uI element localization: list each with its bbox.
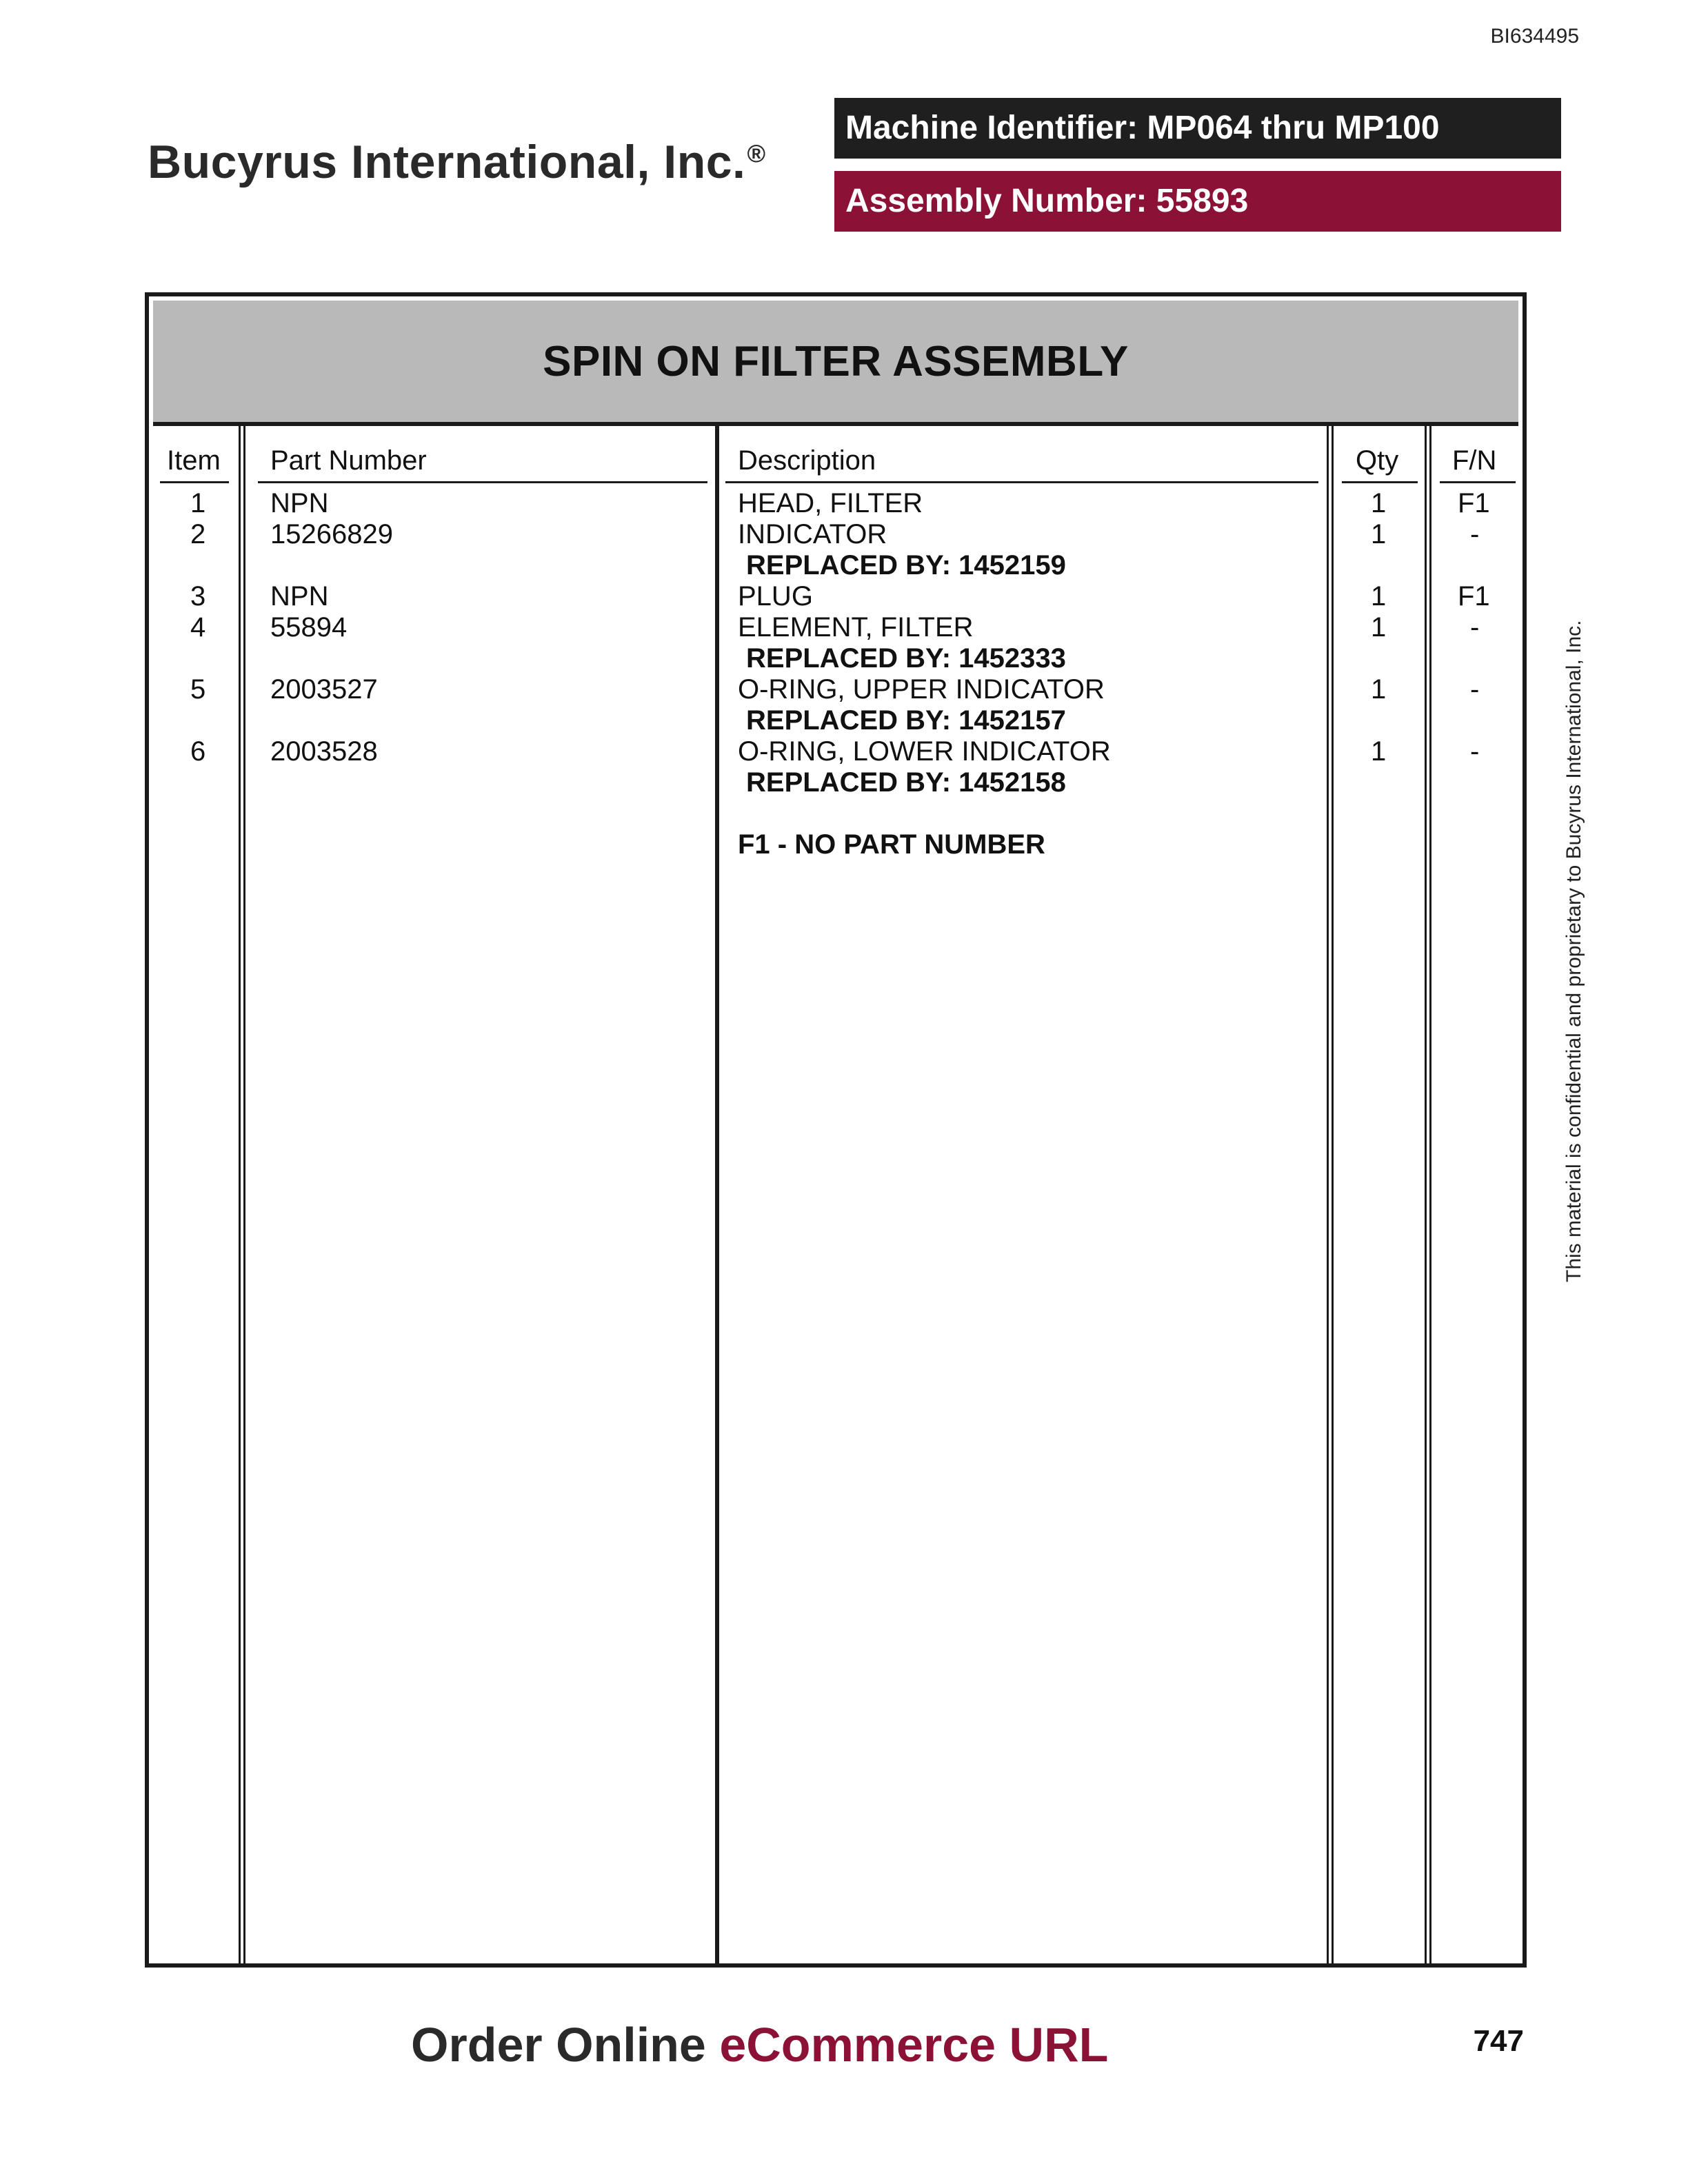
- cell-part-number: 2003528: [270, 736, 378, 767]
- header-rule: [725, 481, 1318, 483]
- table-title: SPIN ON FILTER ASSEMBLY: [543, 337, 1129, 385]
- cell-fn: -: [1470, 612, 1480, 643]
- header-rule: [160, 481, 229, 483]
- cell-replaced-by: REPLACED BY: 1452333: [746, 643, 1066, 674]
- cell-fn: -: [1470, 736, 1480, 767]
- machine-identifier-banner: Machine Identifier: MP064 thru MP100: [834, 98, 1561, 159]
- column-divider: [1425, 426, 1431, 1963]
- column-divider: [715, 426, 719, 1963]
- cell-description: INDICATOR: [738, 519, 887, 549]
- cell-item: 2: [190, 519, 206, 549]
- link-text-order-online: Order Online: [411, 2018, 706, 2072]
- header-part-number: Part Number: [270, 445, 427, 476]
- cell-qty: 1: [1371, 612, 1387, 643]
- confidentiality-notice: This material is confidential and proprietary to Bucyrus International, Inc.: [1563, 620, 1585, 1282]
- header-fn: F/N: [1452, 445, 1497, 476]
- header-description: Description: [738, 445, 876, 476]
- cell-part-number: 55894: [270, 612, 348, 643]
- cell-fn: F1: [1458, 581, 1490, 611]
- cell-replaced-by: REPLACED BY: 1452158: [746, 767, 1066, 798]
- cell-description: O-RING, UPPER INDICATOR: [738, 674, 1105, 705]
- parts-table: [145, 292, 1527, 1968]
- cell-fn: -: [1470, 519, 1480, 549]
- document-id: BI634495: [1490, 25, 1579, 48]
- cell-part-number: 15266829: [270, 519, 393, 549]
- cell-description: HEAD, FILTER: [738, 488, 923, 518]
- link-text-ecommerce: eCommerce URL: [719, 2018, 1109, 2072]
- table-title-band: [153, 301, 1518, 426]
- cell-qty: 1: [1371, 674, 1387, 705]
- header-rule: [1440, 481, 1516, 483]
- footnote: F1 - NO PART NUMBER: [738, 829, 1045, 860]
- company-name: Bucyrus International, Inc.: [148, 136, 746, 188]
- cell-description: PLUG: [738, 581, 813, 611]
- cell-description: ELEMENT, FILTER: [738, 612, 974, 643]
- cell-qty: 1: [1371, 519, 1387, 549]
- registered-mark: ®: [747, 139, 766, 168]
- cell-qty: 1: [1371, 736, 1387, 767]
- cell-item: 1: [190, 488, 206, 518]
- column-divider: [1327, 426, 1334, 1963]
- cell-description: O-RING, LOWER INDICATOR: [738, 736, 1111, 767]
- order-online-link[interactable]: [411, 2017, 1108, 2072]
- cell-part-number: NPN: [270, 488, 329, 518]
- header-rule: [1342, 481, 1418, 483]
- cell-replaced-by: REPLACED BY: 1452159: [746, 550, 1066, 580]
- page-number: 747: [1473, 2024, 1524, 2058]
- header-rule: [258, 481, 707, 483]
- cell-item: 4: [190, 612, 206, 643]
- cell-fn: F1: [1458, 488, 1490, 518]
- header-qty: Qty: [1356, 445, 1399, 476]
- cell-part-number: NPN: [270, 581, 329, 611]
- cell-replaced-by: REPLACED BY: 1452157: [746, 705, 1066, 736]
- cell-fn: -: [1470, 674, 1480, 705]
- company-logo-text: [148, 135, 765, 189]
- cell-qty: 1: [1371, 488, 1387, 518]
- column-divider: [239, 426, 245, 1963]
- cell-item: 3: [190, 581, 206, 611]
- cell-item: 6: [190, 736, 206, 767]
- header-item: Item: [167, 445, 221, 476]
- cell-qty: 1: [1371, 581, 1387, 611]
- cell-item: 5: [190, 674, 206, 705]
- cell-part-number: 2003527: [270, 674, 378, 705]
- assembly-number-banner: Assembly Number: 55893: [834, 171, 1561, 232]
